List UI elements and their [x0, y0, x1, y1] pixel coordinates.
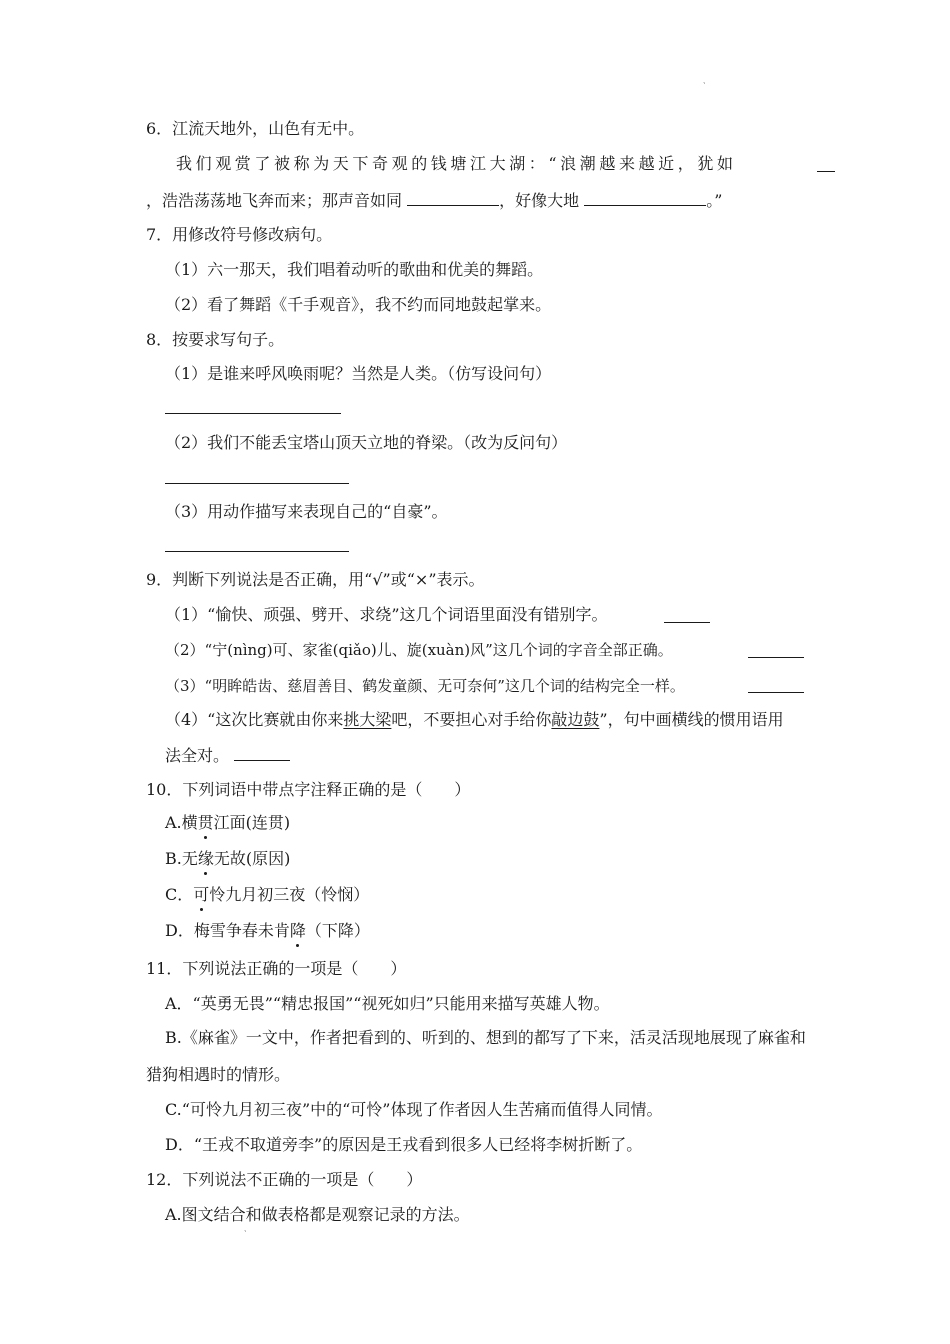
q9-idiom-1: 挑大梁 [343, 710, 392, 729]
q11-option-a[interactable]: A．“英勇无畏”“精忠报国”“视死如归”只能用来描写英雄人物。 [165, 994, 610, 1013]
q6-line1-text: 我们观赏了被称为天下奇观的钱塘江大湖：“浪潮越来越近，犹如 [176, 154, 737, 173]
q11-option-c[interactable]: C.“可怜九月初三夜”中的“可怜”体现了作者因人生苦痛而值得人同情。 [165, 1100, 663, 1119]
q8-item-2: （2）我们不能丢宝塔山顶天立地的脊梁。（改为反问句） [165, 433, 568, 452]
q6-line2-c: 。” [706, 191, 723, 210]
q6-line2-a: ，浩浩荡荡地飞奔而来；那声音如同 [146, 191, 403, 210]
q7-item-2: （2）看了舞蹈《千手观音》，我不约而同地鼓起掌来。 [165, 295, 552, 314]
q10-c-post: 怜九月初三夜（怜悯） [209, 885, 370, 904]
q6-line1 [176, 153, 737, 175]
q6-line2 [146, 189, 722, 212]
q6-title: 6．江流天地外，山色有无中。 [146, 119, 365, 138]
q10-d-pre: D．梅雪争春未肯 [165, 921, 290, 940]
q9-title: 9．判断下列说法是否正确，用“√”或“×”表示。 [146, 570, 485, 589]
q9-item-4 [165, 709, 784, 731]
q10-a-pre: A.横 [165, 813, 198, 832]
top-mark: 、 [703, 77, 710, 85]
q8-item-3: （3）用动作描写来表现自己的“自豪”。 [165, 502, 448, 521]
q8-title: 8．按要求写句子。 [146, 330, 285, 349]
q9-item-2: （2）“宁(nìng)可、家雀(qiǎo)儿、旋(xuàn)风”这几个词的字音全部正确。 [165, 641, 673, 659]
q11-option-d[interactable]: D．“王戎不取道旁李”的原因是王戎看到很多人已经将李树折断了。 [165, 1135, 643, 1154]
q9-item-4-b: 吧，不要担心对手给你 [391, 710, 552, 729]
q10-option-b[interactable] [165, 848, 290, 870]
q9-item-1: （1）“愉快、顽强、劈开、求绕”这几个词语里面没有错别字。 [165, 605, 608, 624]
q12-option-a[interactable]: A.图文结合和做表格都是观察记录的方法。 [165, 1205, 470, 1224]
q10-b-dotted-char: 缘 [197, 849, 214, 868]
q6-blank-1[interactable] [817, 171, 835, 172]
q6-blank-3[interactable] [584, 189, 706, 206]
q9-item-4-cont [165, 744, 290, 767]
bottom-mark: 、 [244, 1225, 251, 1233]
q6-blank-2[interactable] [407, 189, 499, 206]
q9-answer-4[interactable] [234, 744, 290, 761]
q10-option-d[interactable] [165, 920, 370, 942]
q11-option-b-cont: 猎狗相遇时的情形。 [146, 1065, 291, 1084]
q11-title: 11．下列说法正确的一项是（ ） [146, 959, 407, 978]
q9-answer-2[interactable] [748, 657, 804, 658]
q10-d-dotted-char: 降 [289, 921, 306, 940]
q10-title: 10．下列词语中带点字注释正确的是（ ） [146, 780, 471, 799]
q8-answer-line-2[interactable] [165, 483, 349, 484]
q6-line2-b: ，好像大地 [499, 191, 580, 210]
q10-option-c[interactable] [165, 884, 369, 906]
q10-c-dotted-char: 可 [193, 885, 210, 904]
q10-b-post: 无故(原因) [213, 849, 291, 868]
q7-title: 7．用修改符号修改病句。 [146, 225, 333, 244]
q9-answer-3[interactable] [748, 692, 804, 693]
q7-item-1: （1）六一那天，我们唱着动听的歌曲和优美的舞蹈。 [165, 260, 544, 279]
q9-item-4-a: （4）“这次比赛就由你来 [165, 710, 344, 729]
q9-item-4-d: 法全对。 [165, 746, 230, 765]
q9-item-3: （3）“明眸皓齿、慈眉善目、鹤发童颜、无可奈何”这几个词的结构完全一样。 [165, 677, 685, 695]
q10-c-pre: C． [165, 885, 194, 904]
q10-d-post: （下降） [305, 921, 370, 940]
q10-option-a[interactable] [165, 812, 290, 834]
q12-title: 12．下列说法不正确的一项是（ ） [146, 1170, 423, 1189]
q9-idiom-2: 敲边鼓 [551, 710, 600, 729]
q10-a-post: 江面(连贯) [213, 813, 291, 832]
q8-answer-line-3[interactable] [165, 551, 349, 552]
q11-option-b[interactable]: B.《麻雀》一文中，作者把看到的、听到的、想到的都写了下来，活灵活现地展现了麻雀和 [165, 1028, 806, 1047]
q10-a-dotted-char: 贯 [197, 813, 214, 832]
q8-item-1: （1）是谁来呼风唤雨呢？当然是人类。（仿写设问句） [165, 364, 552, 383]
q9-answer-1[interactable] [664, 622, 710, 623]
q8-answer-line-1[interactable] [165, 413, 341, 414]
q10-b-pre: B.无 [165, 849, 198, 868]
q9-item-4-c: ”，句中画横线的惯用语用 [599, 710, 784, 729]
